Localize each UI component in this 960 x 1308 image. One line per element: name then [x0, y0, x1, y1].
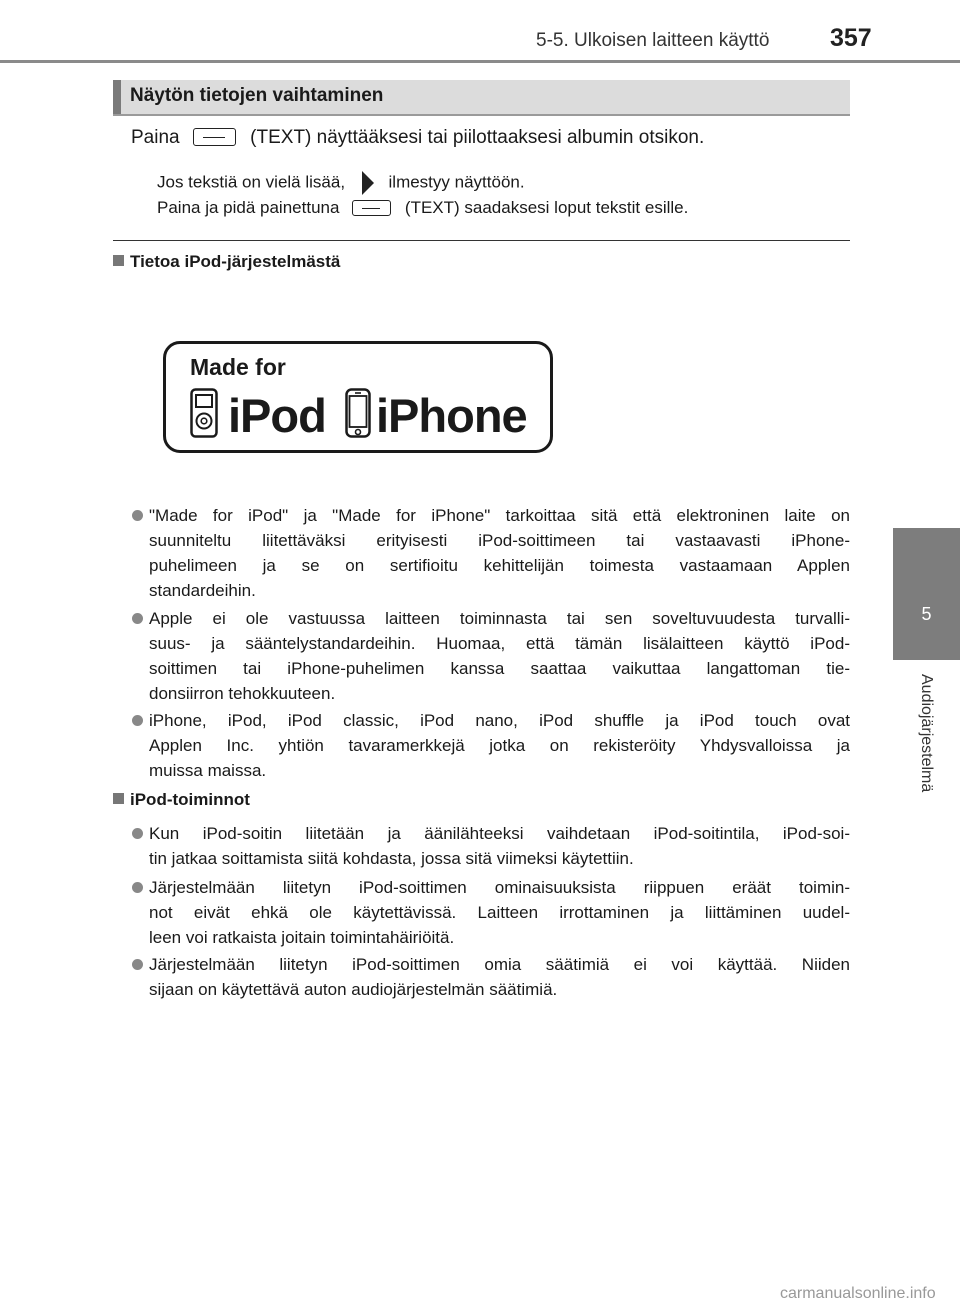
note-line-2 [157, 198, 688, 218]
bullet-line: sijaan on käytettävä auton audiojärjestelmän säätimiä. [149, 980, 558, 999]
note-2-prefix: Paina ja pidä painettuna [157, 198, 340, 217]
bullet-dot-icon [132, 510, 143, 521]
instruction-suffix: (TEXT) näyttääksesi tai piilottaaksesi albumin otsikon. [250, 127, 705, 148]
note-1-suffix: ilmestyy näyttöön. [388, 172, 525, 192]
logo-iphone: iPhone [376, 389, 527, 442]
note-line-1 [157, 171, 525, 195]
text-button-icon [193, 128, 237, 148]
bullet-line: suus- ja sääntelystandardeihin. Huomaa, että tämän lisälaitteen käyttö iPod- [149, 634, 850, 653]
instruction-line [131, 127, 704, 149]
bullet-line: Kun iPod-soitin liitetään ja äänilähteeksi vaihdetaan iPod-soitintila, iPod-soi- [149, 824, 850, 843]
bullet-line: Järjestelmään liitetyn iPod-soittimen omia säätimiä ei voi käyttää. Niiden [149, 955, 850, 974]
bullet-line: standardeihin. [149, 581, 256, 600]
bullet-dot-icon [132, 959, 143, 970]
bullet-line: suunniteltu liitettäväksi erityisesti iPod-soittimeen tai vastaavasti iPhone- [149, 531, 850, 550]
chapter-tab [893, 528, 960, 660]
chapter-title: Audiojärjestelmä [918, 674, 935, 793]
list-item [149, 875, 850, 950]
note-1-prefix: Jos tekstiä on vielä lisää, [157, 172, 346, 192]
note-2-suffix: (TEXT) saadaksesi loput tekstit esille. [404, 198, 689, 217]
divider [113, 240, 850, 241]
chapter-tab-label [893, 660, 960, 830]
chapter-number: 5 [921, 604, 932, 624]
bullet-line: Applen Inc. yhtiön tavaramerkkejä jotka on rekisteröity Yhdysvalloissa ja [149, 736, 850, 755]
bullet-dot-icon [132, 715, 143, 726]
square-bullet-icon [113, 793, 124, 804]
bullet-line: "Made for iPod" ja "Made for iPhone" tarkoittaa sitä että elektroninen laite on [149, 506, 850, 525]
subheading-ipod-system [113, 252, 340, 272]
iphone-device-icon [345, 388, 371, 438]
bullet-line: tin jatkaa soittamista siitä kohdasta, jossa sitä viimeksi käytettiin. [149, 849, 634, 868]
square-bullet-icon [113, 255, 124, 266]
made-for-ipod-iphone-logo [163, 341, 553, 453]
bullet-line: leen voi ratkaista joitain toimintahäiriöitä. [149, 928, 455, 947]
bullet-line: Apple ei ole vastuussa laitteen toiminnasta tai sen soveltuvuudesta turvalli- [149, 609, 850, 628]
list-item [149, 708, 850, 783]
list-item [149, 606, 850, 706]
header-section-title: 5-5. Ulkoisen laitteen käyttö [536, 30, 770, 51]
bullet-dot-icon [132, 613, 143, 624]
watermark: carmanualsonline.info [780, 1285, 936, 1302]
bullet-dot-icon [132, 882, 143, 893]
section-heading-bar [113, 80, 121, 114]
bullet-dot-icon [132, 828, 143, 839]
bullet-line: Järjestelmään liitetyn iPod-soittimen ominaisuuksista riippuen eräät toimin- [149, 878, 850, 897]
bullet-line: soittimen tai iPhone-puhelimen kanssa saattaa vaikuttaa langattoman tie- [149, 659, 850, 678]
list-item [149, 821, 850, 871]
text-button-icon [352, 200, 392, 218]
list-item [149, 952, 850, 1002]
subheading-text: iPod-toiminnot [130, 790, 250, 809]
bullet-line: not eivät ehkä ole käytettävissä. Laitteen irrottaminen ja liittäminen uudel- [149, 903, 850, 922]
instruction-prefix: Paina [131, 127, 180, 148]
logo-made-for: Made for [190, 354, 286, 380]
section-heading-box [113, 80, 850, 116]
bullet-line: puhelimeen ja se on sertifioitu kehittelijän toimesta vastaamaan Applen [149, 556, 850, 575]
subheading-text: Tietoa iPod-järjestelmästä [130, 252, 341, 271]
more-text-arrow-icon [358, 171, 376, 195]
section-heading: Näytön tietojen vaihtaminen [130, 85, 384, 106]
list-item [149, 503, 850, 603]
bullet-line: iPhone, iPod, iPod classic, iPod nano, iPod shuffle ja iPod touch ovat [149, 711, 850, 730]
ipod-device-icon [190, 388, 218, 438]
logo-ipod: iPod [228, 389, 326, 442]
subheading-ipod-functions [113, 790, 250, 810]
header-rule [0, 60, 960, 63]
bullet-line: muissa maissa. [149, 761, 267, 780]
page-number: 357 [830, 24, 872, 52]
bullet-line: donsiirron tehokkuuteen. [149, 684, 336, 703]
